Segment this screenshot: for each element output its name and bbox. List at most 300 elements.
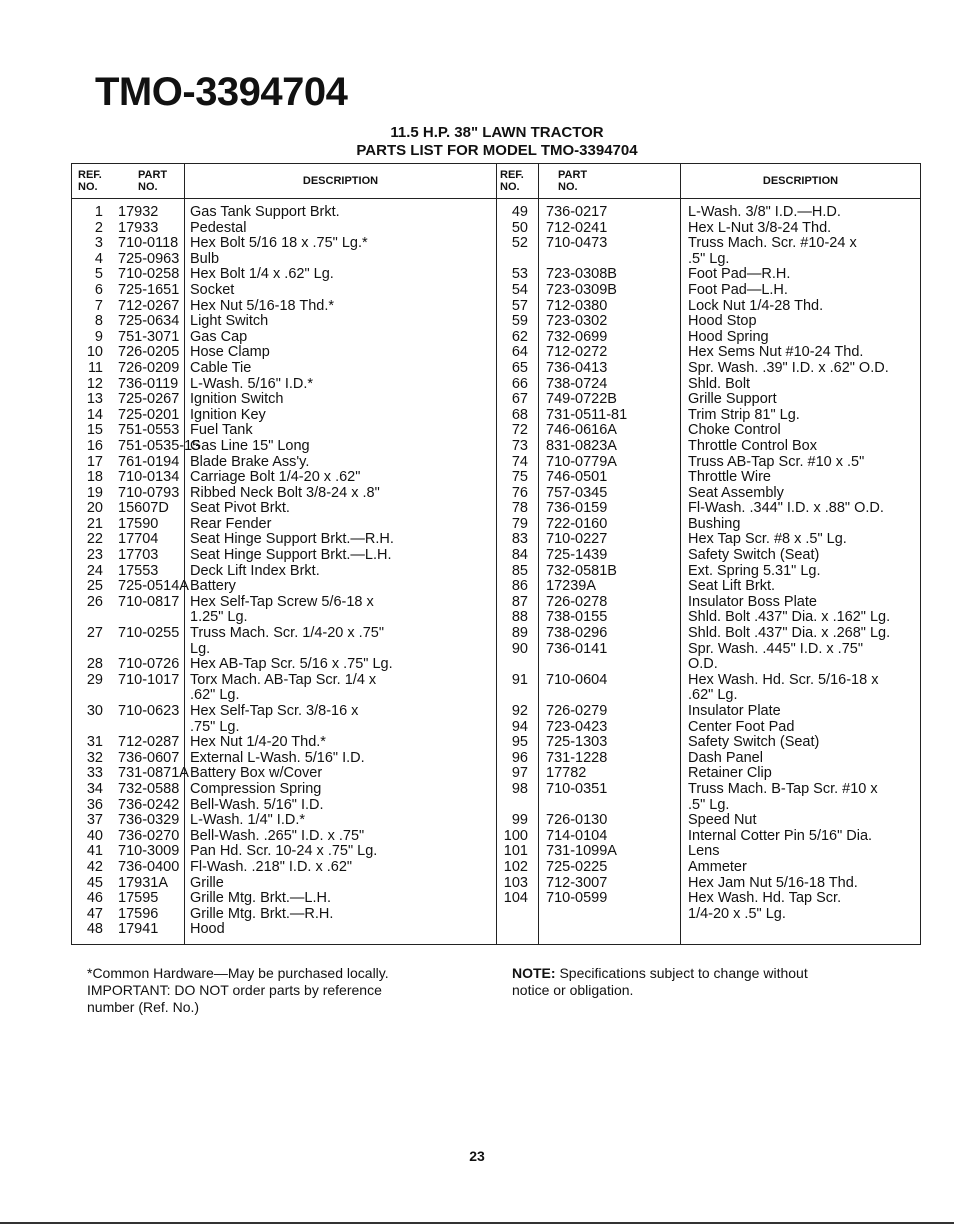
table-row [546, 610, 680, 626]
right-ref-column [496, 205, 528, 922]
ref-number: 100 [503, 827, 528, 844]
table-row [496, 205, 528, 221]
ref-number: 24 [86, 562, 103, 579]
table-row [496, 423, 528, 439]
table-row [688, 564, 920, 580]
part-description: Pan Hd. Scr. 10-24 x .75" Lg. [190, 843, 378, 860]
table-row [546, 860, 680, 876]
part-description: Hex Nut 1/4-20 Thd.* [190, 734, 326, 751]
part-number: 736-0270 [118, 827, 180, 844]
part-number: 726-0278 [546, 593, 608, 610]
part-number: 17595 [118, 890, 159, 907]
part-description: Bell-Wash. 5/16" I.D. [190, 796, 324, 813]
part-number: 725-1303 [546, 734, 608, 751]
table-row [546, 564, 680, 580]
part-number: 726-0130 [546, 812, 608, 829]
table-row [496, 532, 528, 548]
part-description: Lock Nut 1/4-28 Thd. [688, 297, 824, 314]
table-row [688, 829, 920, 845]
table-row [72, 829, 103, 845]
table-row [688, 283, 920, 299]
part-number: 17932 [118, 204, 159, 220]
ref-number: 1 [94, 204, 103, 220]
table-row [546, 501, 680, 517]
table-row [190, 221, 496, 237]
table-row [546, 361, 680, 377]
part-description: Hex L-Nut 3/8-24 Thd. [688, 219, 832, 236]
part-description: Spr. Wash. .445" I.D. x .75" O.D. [688, 640, 863, 673]
table-row [546, 876, 680, 892]
table-row [190, 486, 496, 502]
table-row [118, 891, 184, 907]
part-number: 738-0296 [546, 625, 608, 642]
table-row [688, 704, 920, 720]
part-number: 712-0241 [546, 219, 608, 236]
subtitle-model: 11.5 H.P. 38" LAWN TRACTOR [390, 124, 604, 141]
table-row [496, 704, 528, 720]
ref-number: 59 [511, 313, 528, 330]
ref-number: 29 [86, 671, 103, 688]
part-number: 732-0699 [546, 328, 608, 345]
part-number: 710-0351 [546, 780, 608, 797]
table-row [496, 439, 528, 455]
table-row [546, 330, 680, 346]
table-row [72, 595, 103, 626]
left-desc-column [190, 205, 496, 938]
table-row [496, 844, 528, 860]
table-row [118, 283, 184, 299]
table-row [190, 314, 496, 330]
part-description: Seat Lift Brkt. [688, 578, 776, 595]
part-number: 736-0413 [546, 359, 608, 376]
table-row [190, 423, 496, 439]
table-row [496, 548, 528, 564]
table-row [72, 907, 103, 923]
table-row [72, 501, 103, 517]
part-number: 15607D [118, 500, 169, 517]
part-description: L-Wash. 3/8" I.D.—H.D. [688, 204, 841, 220]
ref-number: 86 [511, 578, 528, 595]
ref-number: 68 [511, 406, 528, 423]
part-number: 725-1439 [546, 547, 608, 564]
table-row [190, 907, 496, 923]
table-row [496, 408, 528, 424]
table-row [546, 236, 680, 267]
part-number: 710-0258 [118, 266, 180, 283]
ref-number: 15 [86, 422, 103, 439]
part-number: 710-1017 [118, 671, 180, 688]
table-row [72, 470, 103, 486]
part-number: 710-0134 [118, 469, 180, 486]
table-row [688, 470, 920, 486]
table-row [190, 299, 496, 315]
part-number: 17596 [118, 905, 159, 922]
table-row [546, 486, 680, 502]
ref-number: 91 [511, 671, 528, 688]
table-row [118, 860, 184, 876]
table-row [496, 579, 528, 595]
part-description: Shld. Bolt .437" Dia. x .268" Lg. [688, 625, 891, 642]
part-description: Safety Switch (Seat) [688, 547, 820, 564]
table-row [546, 720, 680, 736]
part-description: Safety Switch (Seat) [688, 734, 820, 751]
table-row [496, 829, 528, 845]
ref-number: 87 [511, 593, 528, 610]
table-row [118, 408, 184, 424]
table-row [688, 205, 920, 221]
part-description: Deck Lift Index Brkt. [190, 562, 320, 579]
part-description: Blade Brake Ass'y. [190, 453, 310, 470]
part-number: 749-0722B [546, 391, 617, 408]
part-description: L-Wash. 5/16" I.D.* [190, 375, 314, 392]
part-number: 710-0623 [118, 703, 180, 719]
table-row [496, 314, 528, 330]
ref-number: 31 [86, 734, 103, 751]
part-number: 17703 [118, 547, 159, 564]
table-row [496, 766, 528, 782]
part-description: Socket [190, 281, 235, 298]
table-row [688, 860, 920, 876]
table-row [546, 455, 680, 471]
table-row [688, 361, 920, 377]
ref-number: 99 [511, 812, 528, 829]
part-description: Grille Mtg. Brkt.—R.H. [190, 905, 334, 922]
table-row [118, 548, 184, 564]
ref-number: 66 [511, 375, 528, 392]
ref-number: 76 [511, 484, 528, 501]
ref-number: 18 [86, 469, 103, 486]
table-row [546, 221, 680, 237]
page-number: 23 [469, 1148, 485, 1164]
table-row [496, 517, 528, 533]
table-row [496, 595, 528, 611]
subtitle-parts-list: PARTS LIST FOR MODEL TMO-3394704 [356, 142, 638, 159]
specifications-note [512, 965, 912, 999]
ref-number: 27 [86, 625, 103, 642]
part-number: 710-0779A [546, 453, 617, 470]
ref-number: 94 [511, 718, 528, 735]
table-row [190, 377, 496, 393]
part-number: 17590 [118, 515, 159, 532]
ref-number: 102 [503, 858, 528, 875]
table-row [72, 236, 103, 252]
table-row [72, 267, 103, 283]
table-row [118, 392, 184, 408]
table-row [72, 252, 103, 268]
table-row [118, 704, 184, 735]
table-row [546, 392, 680, 408]
table-row [688, 626, 920, 642]
ref-number: 72 [511, 422, 528, 439]
table-row [688, 595, 920, 611]
part-description: Hex Tap Scr. #8 x .5" Lg. [688, 531, 847, 548]
table-row [546, 299, 680, 315]
table-row [118, 517, 184, 533]
header-description-left: DESCRIPTION [302, 175, 379, 187]
table-row [190, 564, 496, 580]
table-row [118, 361, 184, 377]
table-row [118, 423, 184, 439]
table-row [72, 626, 103, 657]
ref-number: 104 [503, 890, 528, 907]
part-description: Trim Strip 81" Lg. [688, 406, 800, 423]
part-number: 738-0155 [546, 609, 608, 626]
table-row [190, 798, 496, 814]
ref-number: 32 [86, 749, 103, 766]
part-number: 725-0963 [118, 250, 180, 267]
table-row [688, 548, 920, 564]
table-row [688, 345, 920, 361]
table-row [496, 501, 528, 517]
parts-table [71, 163, 921, 945]
part-number: 736-0217 [546, 204, 608, 220]
part-description: Hex Bolt 5/16 18 x .75" Lg.* [190, 235, 368, 252]
table-row [118, 626, 184, 657]
divider-left-part-desc [184, 164, 185, 944]
ref-number: 22 [86, 531, 103, 548]
part-description: Light Switch [190, 313, 269, 330]
ref-number: 64 [511, 344, 528, 361]
part-number: 725-0267 [118, 391, 180, 408]
table-row [688, 532, 920, 548]
ref-number: 53 [511, 266, 528, 283]
table-row [546, 470, 680, 486]
ref-number: 52 [511, 235, 528, 252]
table-row [496, 345, 528, 361]
table-row [190, 236, 496, 252]
part-number: 710-0118 [118, 235, 179, 252]
part-description: Dash Panel [688, 749, 763, 766]
part-description: Bell-Wash. .265" I.D. x .75" [190, 827, 365, 844]
table-row [496, 283, 528, 299]
part-description: Hood Stop [688, 313, 757, 330]
ref-number: 50 [511, 219, 528, 236]
table-row [688, 751, 920, 767]
table-row [118, 437, 201, 455]
table-row [118, 782, 184, 798]
ref-number: 65 [511, 359, 528, 376]
table-row [118, 455, 184, 471]
table-row [72, 392, 103, 408]
table-row [190, 283, 496, 299]
part-description: Gas Tank Support Brkt. [190, 204, 340, 220]
table-row [118, 236, 184, 252]
table-row [118, 844, 184, 860]
table-row [72, 751, 103, 767]
ref-number: 101 [503, 843, 528, 860]
part-number: 726-0209 [118, 359, 180, 376]
table-row [118, 267, 184, 283]
part-number: 17553 [118, 562, 159, 579]
table-row [118, 813, 184, 829]
table-row [688, 813, 920, 829]
table-row [688, 782, 920, 813]
ref-number: 37 [86, 812, 103, 829]
table-row [72, 283, 103, 299]
table-row [688, 891, 920, 922]
part-description: Carriage Bolt 1/4-20 x .62" [190, 469, 361, 486]
table-row [72, 439, 103, 455]
table-row [546, 735, 680, 751]
ref-number: 84 [511, 547, 528, 564]
part-number: 731-1099A [546, 843, 617, 860]
table-row [72, 455, 103, 471]
ref-number: 33 [86, 765, 103, 782]
header-part-no-left: PART NO. [138, 169, 168, 193]
table-row [118, 486, 184, 502]
part-number: 736-0607 [118, 749, 180, 766]
part-number: 726-0205 [118, 344, 180, 361]
table-row [72, 766, 103, 782]
table-row [496, 876, 528, 892]
part-description: Foot Pad—L.H. [688, 281, 788, 298]
part-number: 751-3071 [118, 328, 180, 345]
part-number: 746-0501 [546, 469, 608, 486]
table-row [688, 408, 920, 424]
table-row [72, 423, 103, 439]
part-description: Throttle Control Box [688, 437, 817, 454]
bottom-rule [0, 1222, 954, 1224]
part-number: 712-0272 [546, 344, 608, 361]
table-row [688, 486, 920, 502]
part-description: Bulb [190, 250, 220, 267]
part-description: Battery Box w/Cover [190, 765, 323, 782]
header-part-no-right: PART NO. [558, 169, 588, 193]
ref-number: 3 [94, 235, 103, 252]
ref-number: 95 [511, 734, 528, 751]
part-description: Hex AB-Tap Scr. 5/16 x .75" Lg. [190, 656, 393, 673]
part-number: 725-0225 [546, 858, 608, 875]
ref-number: 57 [511, 297, 528, 314]
table-row [688, 642, 920, 673]
ref-number: 47 [86, 905, 103, 922]
common-hardware-footnote: *Common Hardware—May be purchased locally. IMPORTANT: DO NOT order parts by reference number (Ref. No.) [87, 965, 389, 1015]
part-description: Seat Assembly [688, 484, 784, 501]
ref-number: 20 [86, 500, 103, 517]
part-number: 710-0817 [118, 593, 180, 610]
ref-number: 83 [511, 531, 528, 548]
ref-number: 54 [511, 281, 528, 298]
table-row [190, 252, 496, 268]
table-row [118, 345, 184, 361]
table-row [190, 579, 496, 595]
table-row [688, 267, 920, 283]
ref-number: 49 [511, 204, 528, 220]
page-title: TMO-3394704 [95, 70, 348, 114]
table-row [190, 345, 496, 361]
table-row [546, 548, 680, 564]
table-row [546, 766, 680, 782]
part-description: Rear Fender [190, 515, 272, 532]
ref-number: 34 [86, 780, 103, 797]
part-number: 712-0380 [546, 297, 608, 314]
part-number: 710-0599 [546, 890, 608, 907]
table-row [72, 517, 103, 533]
table-row [496, 720, 528, 736]
ref-number: 73 [511, 437, 528, 454]
part-number: 714-0104 [546, 827, 608, 844]
part-description: Seat Hinge Support Brkt.—R.H. [190, 531, 394, 548]
table-row [546, 704, 680, 720]
ref-number: 103 [503, 874, 528, 891]
part-description: Ammeter [688, 858, 747, 875]
part-number: 732-0581B [546, 562, 617, 579]
ref-number: 21 [86, 515, 103, 532]
table-row [496, 236, 528, 267]
ref-number: 25 [86, 578, 103, 595]
table-row [72, 922, 103, 938]
part-number: 712-0287 [118, 734, 180, 751]
part-number: 723-0308B [546, 266, 617, 283]
table-row [118, 501, 184, 517]
part-description: Bushing [688, 515, 741, 532]
table-row [190, 626, 496, 657]
ref-number: 40 [86, 827, 103, 844]
table-row [496, 813, 528, 829]
table-row [72, 205, 103, 221]
table-row [118, 532, 184, 548]
note-label: NOTE: [512, 965, 556, 981]
part-number: 731-0871A [118, 765, 189, 782]
table-row [118, 252, 184, 268]
table-row [688, 455, 920, 471]
table-row [546, 267, 680, 283]
part-description: Hose Clamp [190, 344, 270, 361]
ref-number: 42 [86, 858, 103, 875]
part-description: Spr. Wash. .39" I.D. x .62" O.D. [688, 359, 889, 376]
table-row [688, 314, 920, 330]
table-row [190, 813, 496, 829]
table-row [190, 532, 496, 548]
table-row [72, 704, 103, 735]
part-number: 736-0141 [546, 640, 608, 657]
ref-number: 19 [86, 484, 103, 501]
table-row [72, 377, 103, 393]
part-description: Fl-Wash. .344" I.D. x .88" O.D. [688, 500, 884, 517]
ref-number: 12 [86, 375, 103, 392]
table-row [72, 813, 103, 829]
part-number: 751-0535-15 [118, 437, 201, 454]
part-description: Shld. Bolt .437" Dia. x .162" Lg. [688, 609, 891, 626]
table-row [190, 392, 496, 408]
table-row [118, 907, 184, 923]
note-text: Specifications subject to change without notice or obligation. [512, 965, 808, 998]
table-row [688, 377, 920, 393]
part-number: 731-1228 [546, 749, 608, 766]
table-row [546, 844, 680, 860]
table-row [496, 455, 528, 471]
part-number: 710-3009 [118, 843, 180, 860]
ref-number: 7 [94, 297, 103, 314]
part-number: 736-0242 [118, 796, 180, 813]
part-description: Hood [190, 921, 225, 938]
part-description: Choke Control [688, 422, 781, 439]
part-description: Hex Jam Nut 5/16-18 Thd. [688, 874, 858, 891]
table-row [688, 221, 920, 237]
ref-number: 97 [511, 765, 528, 782]
ref-number: 2 [94, 219, 103, 236]
table-row [546, 751, 680, 767]
table-row [72, 798, 103, 814]
ref-number: 28 [86, 656, 103, 673]
table-row [118, 735, 184, 751]
table-row [190, 408, 496, 424]
table-row [118, 314, 184, 330]
table-row [72, 408, 103, 424]
table-row [190, 876, 496, 892]
table-row [496, 299, 528, 315]
table-row [496, 782, 528, 813]
